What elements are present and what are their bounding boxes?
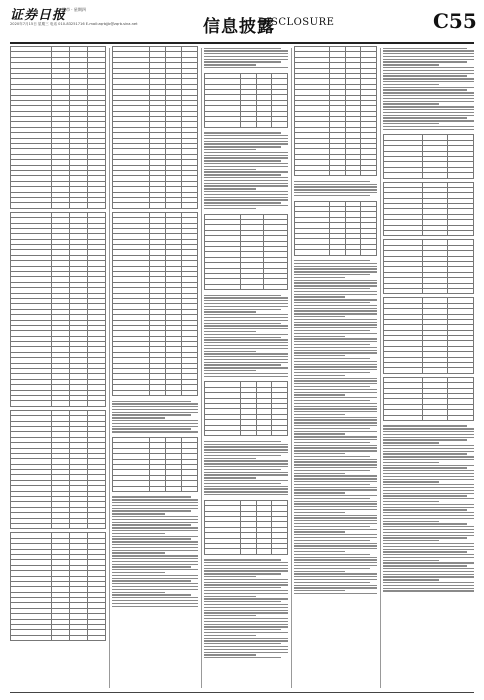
- financial-table: [10, 532, 106, 641]
- financial-table: [204, 214, 288, 290]
- text-block: [112, 401, 198, 433]
- column-1: [10, 46, 106, 692]
- financial-table: [112, 46, 198, 209]
- column-3: [204, 46, 288, 692]
- financial-table: [10, 410, 106, 530]
- financial-table: [383, 134, 474, 178]
- financial-table: [294, 201, 377, 256]
- column-divider: [291, 48, 292, 688]
- masthead-subtitle: 股市 · 星期四: [62, 7, 86, 12]
- section-title-cn: 信息披露: [203, 17, 275, 37]
- financial-table: [204, 500, 288, 555]
- section-title-en: DISCLOSURE: [258, 17, 335, 28]
- financial-table: [383, 239, 474, 294]
- financial-table: [383, 182, 474, 237]
- text-block: [204, 441, 288, 495]
- column-4: [294, 46, 377, 692]
- dateline: 2020年7月15日 星期三 电话 010-83251716 E-mail:zqrbjjb@zqrb.sina.net: [10, 22, 138, 26]
- column-divider: [109, 48, 110, 688]
- page-header: [0, 0, 484, 44]
- header-rule: [10, 42, 474, 44]
- financial-table: [383, 377, 474, 421]
- column-divider: [380, 48, 381, 688]
- text-block: [383, 48, 474, 130]
- financial-table: [204, 73, 288, 128]
- column-5: [383, 46, 474, 692]
- text-block: [294, 260, 377, 594]
- text-block: [204, 132, 288, 209]
- financial-table: [112, 437, 198, 492]
- financial-table: [383, 297, 474, 373]
- financial-table: [10, 212, 106, 407]
- text-block: [204, 295, 288, 377]
- text-block: [383, 425, 474, 591]
- footer-rule: [10, 692, 474, 693]
- text-block: [204, 48, 288, 69]
- text-block: [294, 181, 377, 196]
- financial-table: [10, 46, 106, 209]
- page-number: C55: [433, 9, 477, 33]
- financial-table: [112, 212, 198, 396]
- text-block: [204, 559, 288, 658]
- text-block: [112, 496, 198, 606]
- financial-table: [294, 46, 377, 176]
- newspaper-masthead: 证券日报: [10, 8, 67, 23]
- column-divider: [201, 48, 202, 688]
- financial-table: [204, 381, 288, 436]
- column-2: [112, 46, 198, 692]
